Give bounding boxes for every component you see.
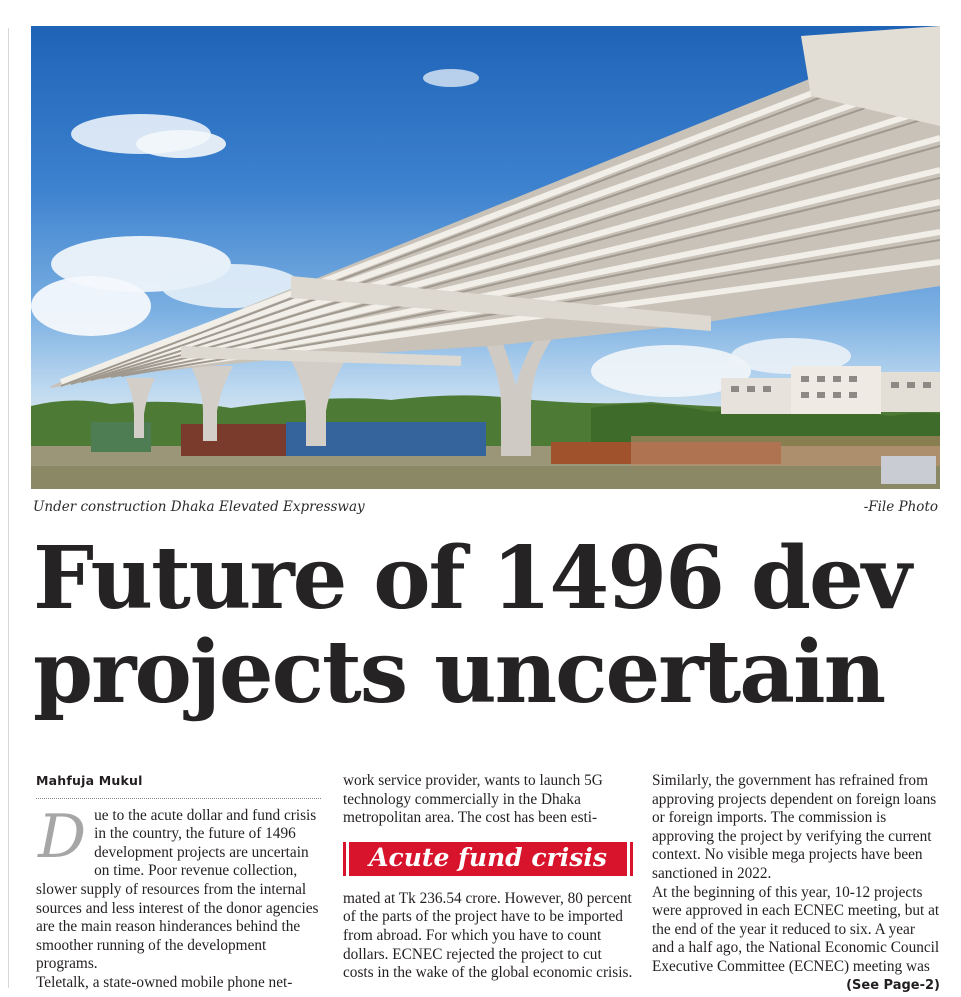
headline <box>33 528 943 723</box>
article-paragraph <box>36 801 321 974</box>
continued-link[interactable]: (See Page-2) <box>846 977 940 993</box>
article-column-1 <box>36 772 321 993</box>
subhead-banner <box>343 842 633 876</box>
article-paragraph: work service provider, wants to launch 5G technology commercially in the Dhaka metropolitan area. The cost has been esti- <box>343 772 603 827</box>
photo-credit: -File Photo <box>863 499 938 515</box>
drop-cap: D <box>38 801 87 872</box>
column-rule <box>8 28 9 988</box>
headline-line-1: Future of 1496 dev <box>33 528 910 629</box>
subhead-text: Acute fund crisis <box>349 842 627 876</box>
article-paragraph: mated at Tk 236.54 crore. However, 80 percent of the parts of the project have to be imported from abroad. For which you have to count dollars. ECNEC rejected the project to cut costs in the wake of the global economic crisis. <box>343 889 633 982</box>
news-photo <box>31 26 940 489</box>
article-paragraph: Similarly, the government has refrained from approving projects dependent on foreign loans or foreign imports. The commission is approving the project by verifying the current context. No visible mega projects have been sanctioned in 2022. <box>652 772 937 882</box>
expressway-illustration <box>31 26 940 489</box>
paragraph-text: At the beginning of this year, 10-12 projects were approved in each ECNEC meeting, but at the end of the year it reduced to six. A year and a half ago, the National Economic Council Executive Committee (ECNEC) meeting was <box>652 883 940 975</box>
photo-caption: Under construction Dhaka Elevated Expressway <box>33 499 365 515</box>
byline: Mahfuja Mukul <box>36 772 321 799</box>
article-paragraph: Teletalk, a state-owned mobile phone net- <box>36 973 293 991</box>
headline-line-2: projects uncertain <box>33 622 885 723</box>
article-column-2 <box>343 772 633 983</box>
article-column-3 <box>652 772 940 995</box>
paragraph-text: ue to the acute dollar and fund crisis in the country, the future of 1496 development projects are uncertain on time. Poor revenue collection, slower supply of resources from the internal sources and less interest of the donor agencies are the main reason hinderances behind the smoother running of the development programs. <box>36 806 319 973</box>
article-paragraph <box>652 883 940 993</box>
